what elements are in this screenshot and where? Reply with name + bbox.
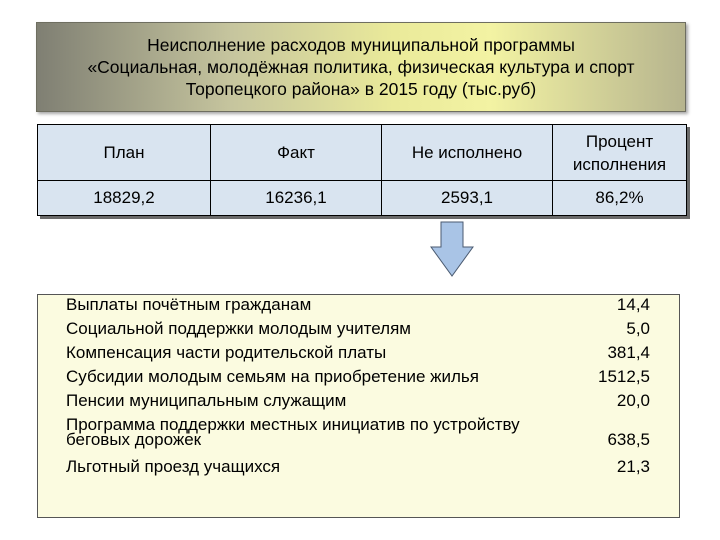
list-item	[66, 415, 650, 455]
item-label: Льготный проезд учащихся	[66, 457, 281, 476]
value-plan: 18829,2	[38, 181, 211, 216]
list-item	[66, 319, 650, 341]
item-label: Программа поддержки местных инициатив по устройству	[66, 415, 520, 434]
details-list	[37, 294, 680, 518]
item-value: 14,4	[616, 295, 650, 314]
item-label: Выплаты почётным гражданам	[66, 295, 312, 314]
summary-header-row	[38, 125, 687, 181]
value-fact: 16236,1	[211, 181, 382, 216]
header-percent	[553, 125, 687, 181]
item-label: Социальной поддержки молодым учителям	[66, 319, 411, 338]
item-value: 5,0	[626, 319, 650, 338]
header-percent-line2: исполнения	[572, 154, 667, 174]
down-arrow-icon	[430, 221, 474, 277]
page-title	[36, 22, 686, 112]
header-plan: План	[38, 125, 211, 181]
item-value: 1512,5	[598, 367, 650, 386]
item-label: Пенсии муниципальным служащим	[66, 391, 347, 410]
title-line-3: Торопецкого района» в 2015 году (тыс.руб)	[185, 79, 537, 99]
list-item	[66, 391, 650, 413]
summary-table	[37, 124, 687, 216]
list-item	[66, 367, 650, 389]
header-fact: Факт	[211, 125, 382, 181]
list-item	[66, 295, 650, 317]
header-percent-line1: Процент	[585, 131, 654, 151]
header-not-executed: Не исполнено	[382, 125, 553, 181]
value-not-executed: 2593,1	[382, 181, 553, 216]
list-item	[66, 343, 650, 365]
item-value: 21,3	[616, 457, 650, 476]
list-item	[66, 457, 650, 479]
item-label: Субсидии молодым семьям на приобретение жилья	[66, 367, 479, 386]
item-value: 381,4	[607, 343, 650, 362]
title-line-1: Неисполнение расходов муниципальной программы	[147, 35, 575, 55]
item-value: 638,5	[607, 430, 650, 449]
summary-values-row	[38, 181, 687, 216]
value-percent: 86,2%	[553, 181, 687, 216]
item-label: Компенсация части родительской платы	[66, 343, 387, 362]
item-label-continued: беговых дорожек	[66, 430, 202, 449]
item-value: 20,0	[616, 391, 650, 410]
title-line-2: «Социальная, молодёжная политика, физическая культура и спорт	[87, 57, 635, 77]
